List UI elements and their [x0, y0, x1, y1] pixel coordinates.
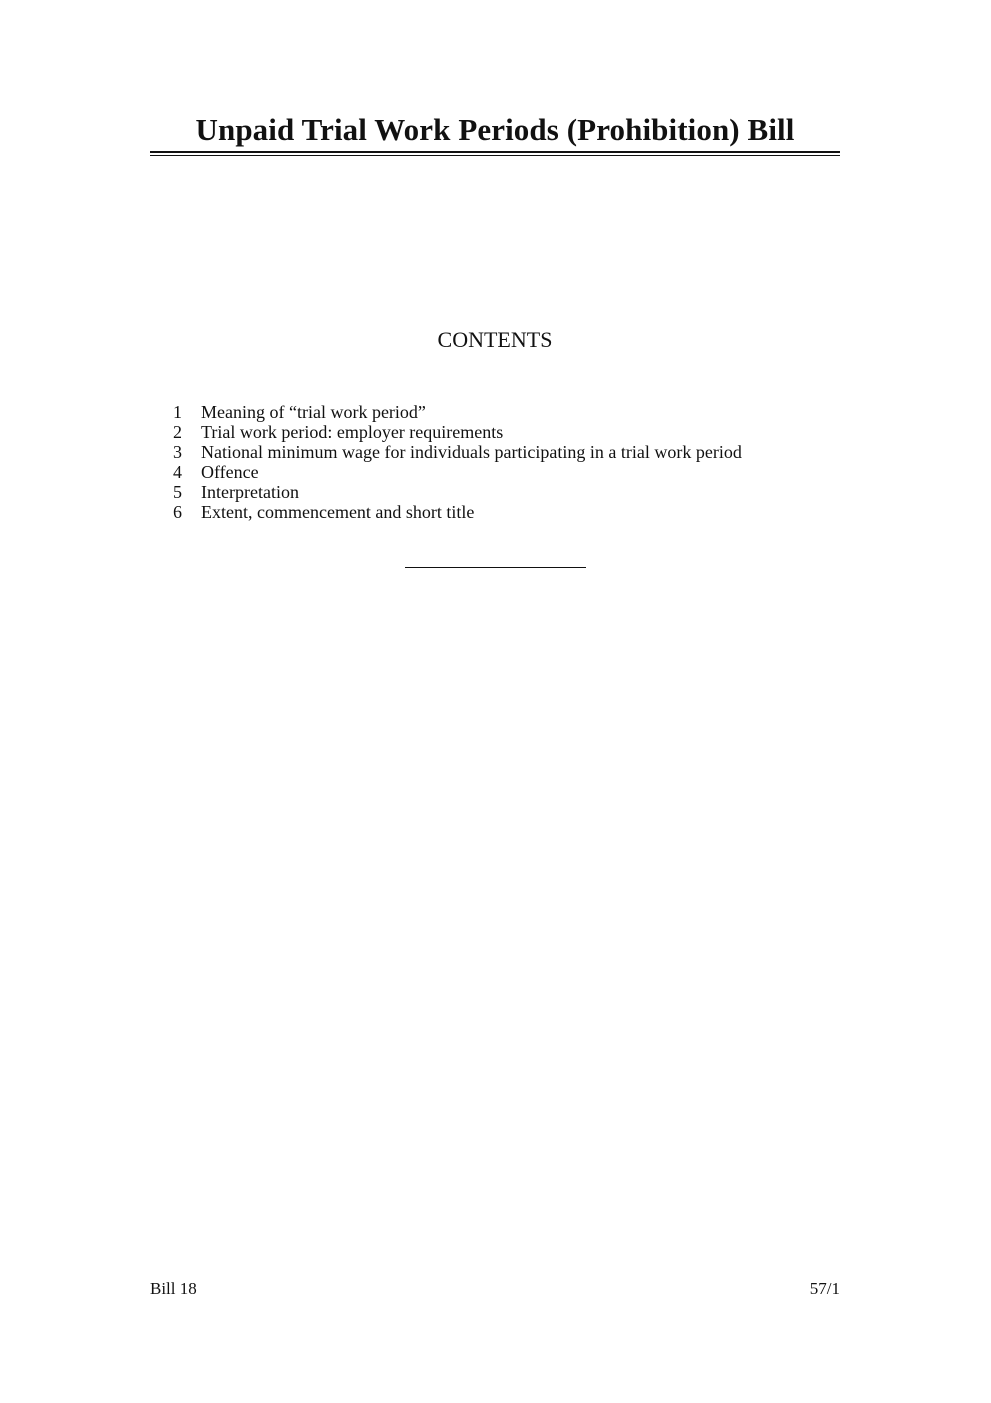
- toc-item[interactable]: [150, 442, 850, 462]
- toc-item-number: 1: [173, 402, 182, 422]
- toc-item-number: 3: [173, 442, 182, 462]
- table-of-contents: [150, 402, 850, 522]
- toc-item-number: 5: [173, 482, 182, 502]
- toc-item-number: 6: [173, 502, 182, 522]
- toc-item-text: Interpretation: [201, 482, 299, 502]
- contents-heading: CONTENTS: [437, 327, 553, 352]
- title-rule-thick: [150, 151, 840, 153]
- toc-item-text: Offence: [201, 462, 259, 482]
- toc-item-text: Extent, commencement and short title: [201, 502, 475, 522]
- footer-bill-number: Bill 18: [150, 1279, 197, 1298]
- toc-item[interactable]: [150, 502, 850, 522]
- title-rule-thin: [150, 155, 840, 156]
- footer-session-ref: 57/1: [809, 1279, 840, 1298]
- toc-item-text: Meaning of “trial work period”: [201, 402, 426, 422]
- toc-item-number: 2: [173, 422, 182, 442]
- toc-item[interactable]: [150, 402, 850, 422]
- toc-item-number: 4: [173, 462, 182, 482]
- toc-item-text: National minimum wage for individuals participating in a trial work period: [201, 442, 742, 462]
- toc-item[interactable]: [150, 482, 850, 502]
- bill-title: Unpaid Trial Work Periods (Prohibition) Bill: [195, 112, 795, 147]
- toc-item[interactable]: [150, 462, 850, 482]
- toc-item-text: Trial work period: employer requirements: [201, 422, 504, 442]
- section-divider: [405, 567, 586, 568]
- toc-item[interactable]: [150, 422, 850, 442]
